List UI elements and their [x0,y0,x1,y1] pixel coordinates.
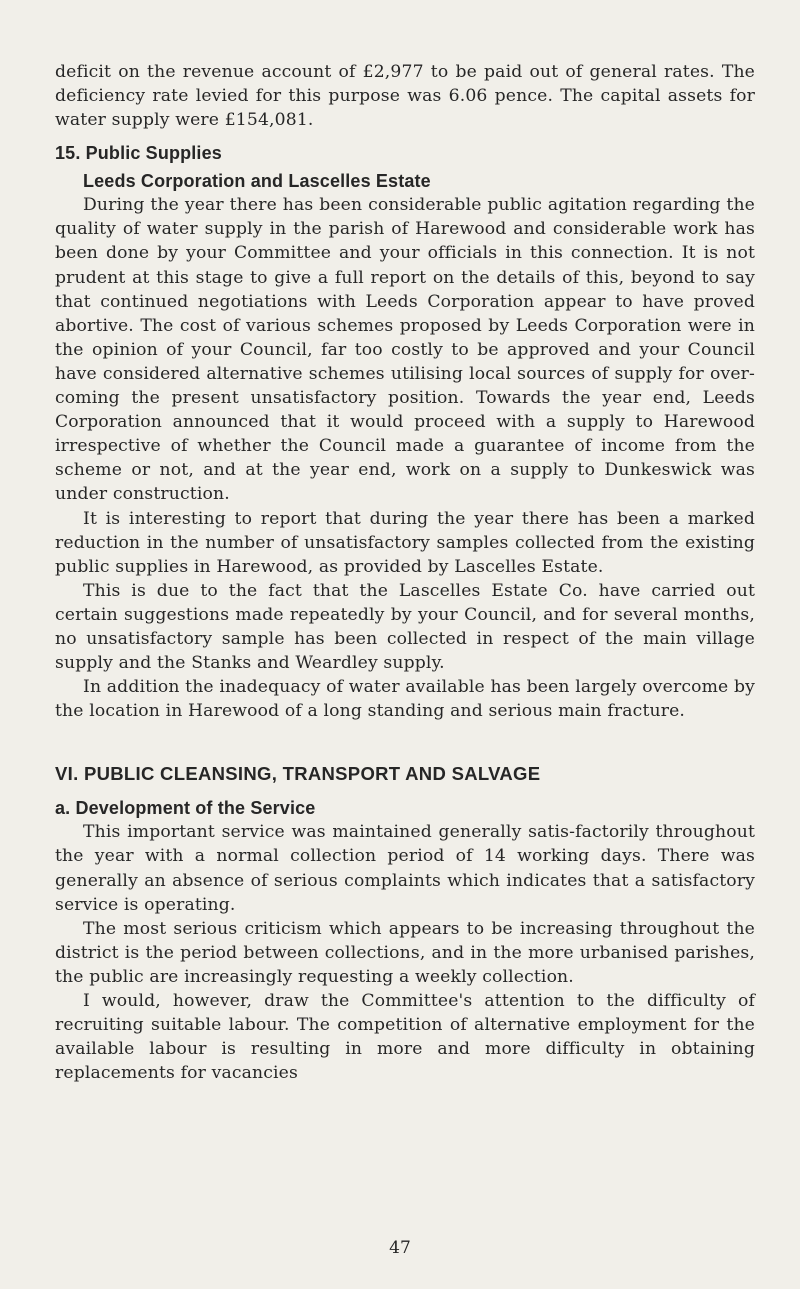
document-page [55,60,755,1085]
body-paragraph: This is due to the fact that the Lascelles Estate Co. have carried out certain suggestions made repeatedly by your Council, and for several months, no unsatisfactory sample has been collected in respect of the main village supply and the Stanks and Weardley supply. [55,580,755,674]
body-paragraph: This important service was maintained generally satis-factorily throughout the year with a normal collection period of 14 working days. There was generally an absence of serious complaints which indicates that a satisfactory service is operating. [55,822,755,915]
intro-paragraph: deficit on the revenue account of £2,977 to be paid out of general rates. The deficiency rate levied for this purpose was 6.06 pence. The capital assets for water supply were £154,081. [55,62,755,131]
section-6-heading: VI. PUBLIC CLEANSING, TRANSPORT AND SALVAGE [55,763,541,785]
section-15-heading: 15. Public Supplies [55,143,222,164]
page-number: 47 [389,1238,411,1258]
section-6a-heading: a. Development of the Service [55,798,316,819]
body-paragraph: I would, however, draw the Committee's attention to the difficulty of recruiting suitable labour. The competition of alternative employment for the available labour is resulting in more and more difficulty in obtaining replacements for vacancies [55,991,755,1084]
body-paragraph: It is interesting to report that during the year there has been a marked reduction in the number of unsatisfactory samples collected from the existing public supplies in Harewood, as provided by Lascelles Estate. [55,508,755,577]
body-paragraph: During the year there has been considerable public agitation regarding the quality of water supply in the parish of Harewood and considerable work has been done by your Committee and your officials in this connection. It is not prudent at this stage to give a full report on the details of this, beyond to say that continued negotiations with Leeds Corporation appear to have proved abortive. The cost of various schemes proposed by Leeds Corporation were in the opinion of your Council, far too costly to be approved and your Council have considered alternative schemes utilising local sources of supply for over-coming the present unsatisfactory position. Towards the year end, Leeds Corporation announced that it would proceed with a supply to Harewood irrespective of whether the Council made a guarantee of income from the scheme or not, and at the year end, work on a supply to Dunkeswick was under construction. [55,195,755,505]
body-paragraph: The most serious criticism which appears to be increasing throughout the district is the period between collections, and in the more urbanised parishes, the public are increasingly requesting a weekly collection. [55,918,755,987]
body-paragraph: In addition the inadequacy of water available has been largely overcome by the location in Harewood of a long standing and serious main fracture. [55,677,755,722]
section-15-subheading: Leeds Corporation and Lascelles Estate [83,171,431,192]
